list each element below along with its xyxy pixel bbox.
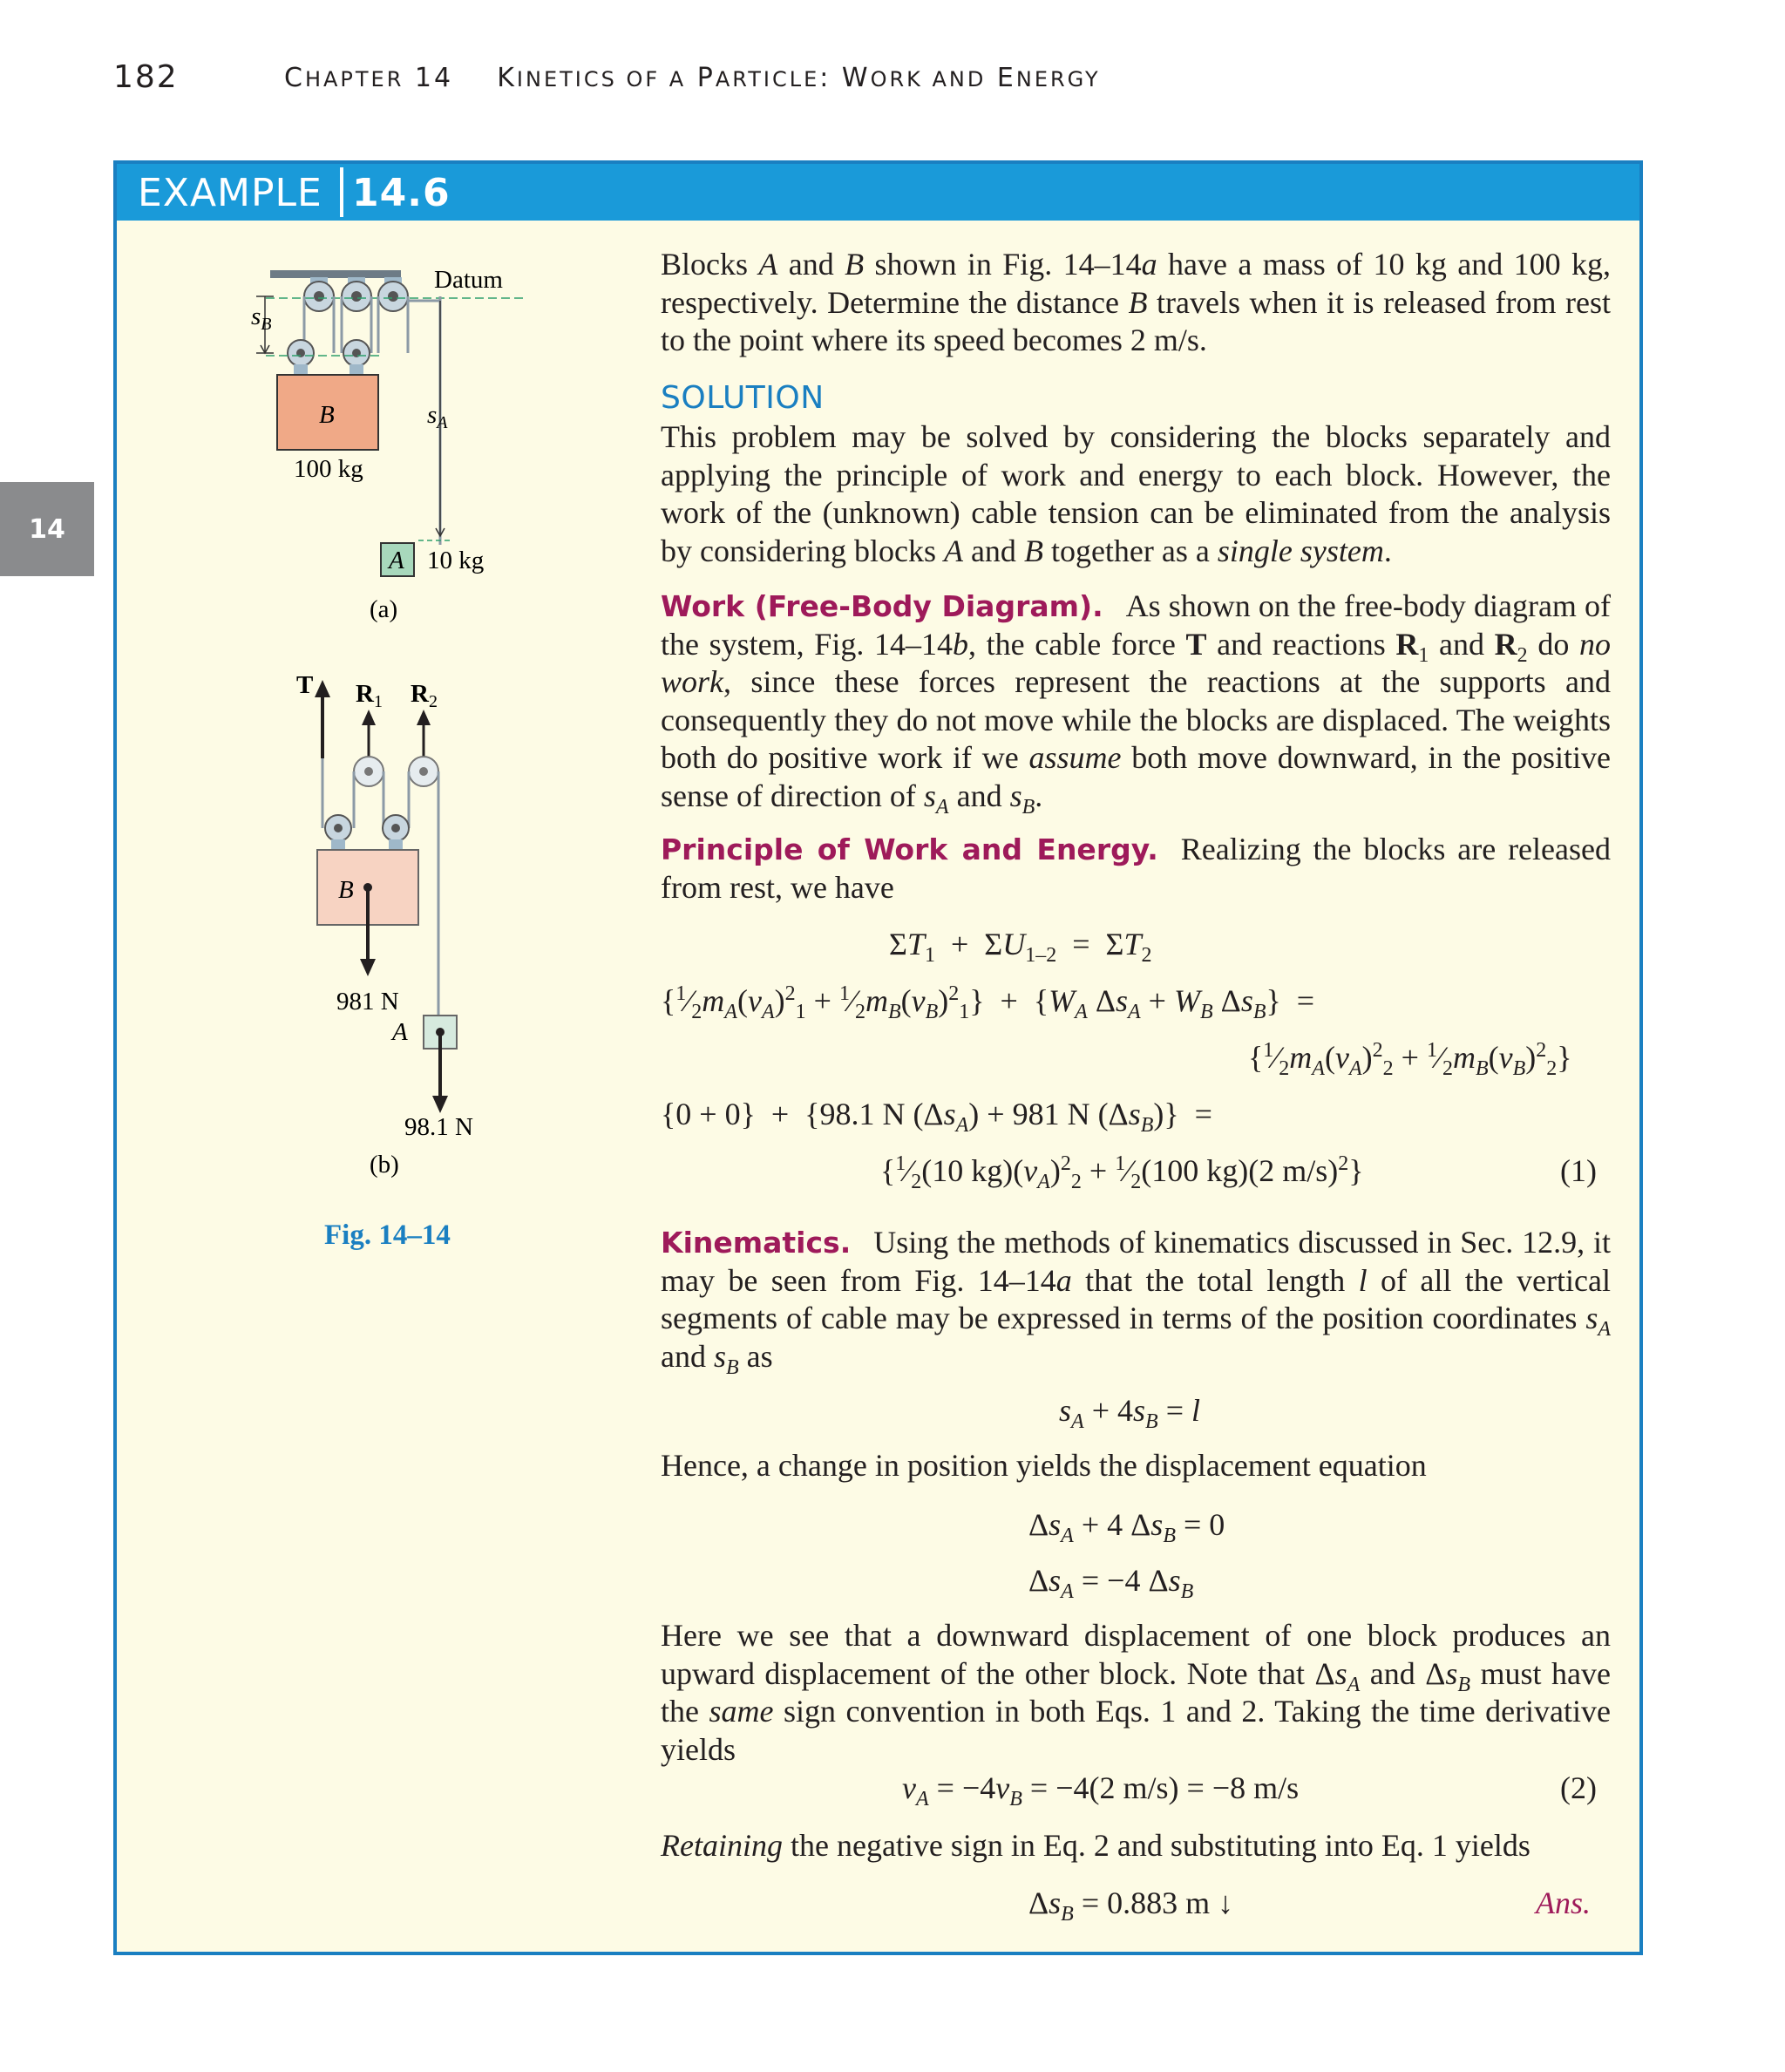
datum-label: Datum — [434, 266, 503, 294]
sA-label-a: $s_A$ — [427, 401, 448, 432]
ceiling-support — [270, 270, 401, 278]
equation-expanded-1: {$^1⁄_2m_A(v_A)^2_1$ + $^1⁄_2m_B(v_B)^2_1\} + \{W_A$ $\Delta s_A + W_B$ $\Delta s_B$} = — [661, 982, 1315, 1024]
here-paragraph: Here we see that a downward displacement of one block produces an upward displacement of the other block. Note that $\Delta s_A$ and $\Delta s_B$ must have the same sign convention in both Eqs. 1 and 2. Taking the time derivative yields — [661, 1618, 1612, 1767]
equation-expanded-2: {$^1⁄_2m_A(v_A)^2_2$ + $^1⁄_2m_B(v_B)^2_2$} — [1248, 1039, 1572, 1081]
figure-b-caption: (b) — [370, 1151, 399, 1179]
sB-label-a: $s_B$ — [251, 302, 272, 334]
block-a-label-b: A — [392, 1018, 408, 1046]
mass-b-label: 100 kg — [294, 455, 363, 483]
problem-statement: Blocks A and B shown in Fig. 14–14a have a mass of 10 kg and 100 kg, respectively. Determine the distance B travels when it is released from rest to the point where its speed becomes 2 m/s. — [661, 247, 1612, 357]
work-paragraph: Work (Free-Body Diagram). As shown on the free-body diagram of the system, Fig. 14–14b, the cable force T and reactions $R_1$ and $R_2$ do no work, since these forces represent the reactions at the supports and consequently they do not move while the blocks are displaced. The weights both do positive work if we assume both move downward, in the positive sense of direction of $s_A$ and $s_B$. — [661, 588, 1612, 819]
figure-b — [296, 671, 473, 1179]
chapter-tab: 14 — [0, 482, 94, 576]
example-number: 14.6 — [352, 171, 451, 215]
hence-paragraph: Hence, a change in position yields the displacement equation — [661, 1448, 1427, 1483]
figure-a-caption: (a) — [370, 595, 398, 623]
figure-a — [251, 266, 523, 623]
page-number: 182 — [113, 59, 179, 95]
equation-number-1: (1) — [1560, 1153, 1597, 1188]
kinematics-heading: Kinematics. — [661, 1226, 852, 1260]
equation-displacement-2: $\Delta s_A = -4$ $\Delta s_B$ — [1028, 1563, 1194, 1604]
equation-displacement-1: $\Delta s_A + 4$ $\Delta s_B = 0$ — [1028, 1507, 1225, 1548]
answer-label: Ans. — [1536, 1885, 1591, 1920]
equation-answer: $\Delta s_B = 0.883$ m ↓ — [1028, 1885, 1234, 1926]
mass-a-label: 10 kg — [427, 547, 485, 574]
equation-numeric-2: {$^1⁄_2(10$ $kg)(v_A)^2_2$ + $^1⁄_2(100$ kg)(2 m/s)$^2$} — [880, 1152, 1364, 1194]
equation-length: $s_A + 4s_B = l$ — [1059, 1393, 1201, 1434]
equation-velocity: $v_A = -4v_B = -4(2$ m/s) = −8 m/s — [902, 1770, 1300, 1811]
block-b-label: B — [319, 401, 335, 429]
pwe-paragraph: Principle of Work and Energy. Realizing the blocks are released from rest, we have — [661, 832, 1611, 905]
weight-b-label: 981 N — [336, 988, 399, 1016]
solution-intro: This problem may be solved by considering the blocks separately and applying the principle of work and energy to each block. However, the work of the (unknown) cable tension can be eliminated from the analysis by considering blocks A and B together as a single system. — [661, 419, 1611, 568]
pwe-heading: Principle of Work and Energy. — [661, 832, 1158, 866]
figure-caption: Fig. 14–14 — [324, 1219, 451, 1251]
block-b-label-b: B — [338, 876, 354, 904]
example-label: EXAMPLE — [138, 171, 322, 215]
running-head: CHAPTER 14 KINETICS OF A PARTICLE: WORK AND ENERGY — [284, 63, 1101, 93]
kinematics-paragraph: Kinematics. Using the methods of kinematics discussed in Sec. 12.9, it may be seen from Fig. 14–14a that the total length l of all the vertical segments of cable may be expressed in terms of the position coordinates $s_A$ and $s_B$ as — [661, 1225, 1611, 1379]
reaction-R2-label: $R_2$ — [411, 680, 438, 711]
weight-a-label: 98.1 N — [404, 1113, 473, 1141]
reaction-R1-label: $R_1$ — [356, 680, 383, 711]
force-T-label: T — [296, 671, 314, 699]
equation-energy-sum: $\Sigma T_1 + \Sigma U_{1-2} = \Sigma T_2$ — [889, 927, 1152, 968]
work-heading: Work (Free-Body Diagram). — [661, 589, 1103, 623]
solution-heading: SOLUTION — [661, 380, 825, 416]
retaining-paragraph: Retaining the negative sign in Eq. 2 and substituting into Eq. 1 yields — [661, 1828, 1530, 1863]
block-a-label: A — [389, 547, 404, 574]
equation-number-2: (2) — [1560, 1770, 1597, 1805]
equation-numeric-1: {0 + 0} + {98.1 N $(\Delta s_A) + 981$ N $(\Delta s_B)$} = — [661, 1097, 1212, 1138]
